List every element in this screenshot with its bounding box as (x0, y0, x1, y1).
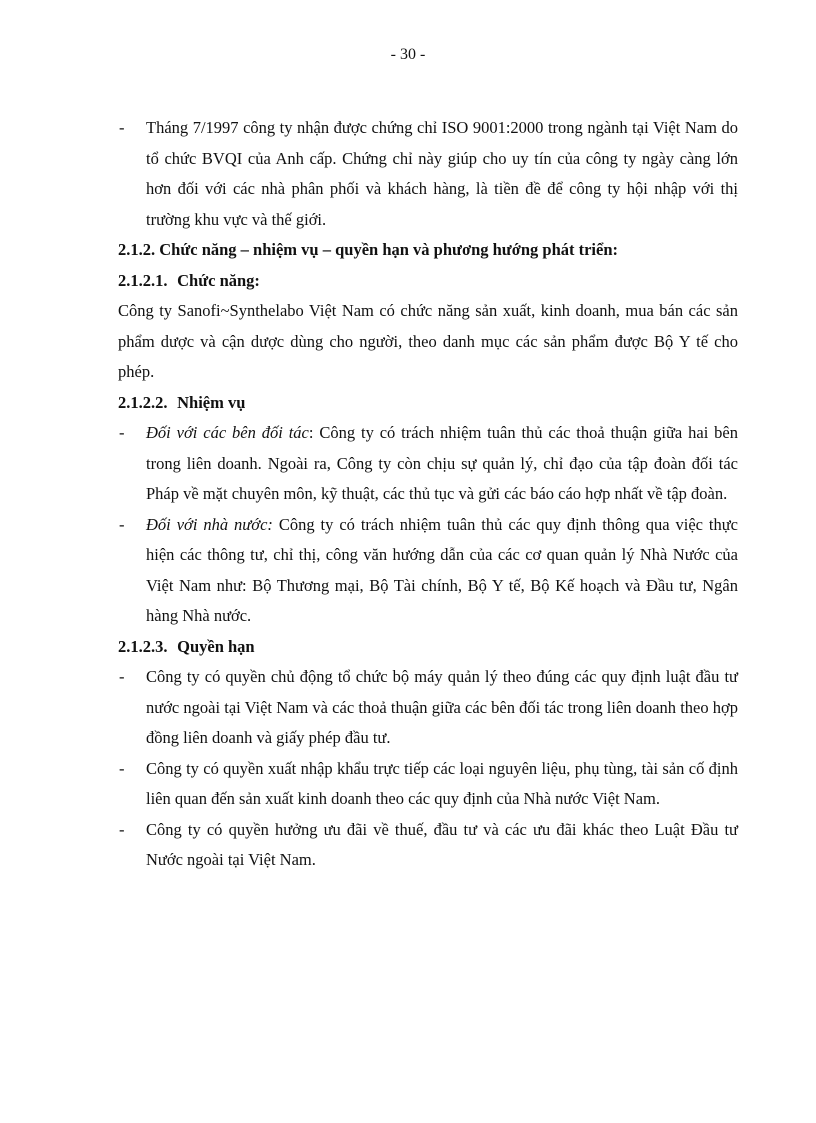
section-heading-2-1-2-3 (118, 632, 738, 663)
page-number: - 30 - (390, 46, 426, 63)
bullet-dash: - (119, 667, 125, 686)
section-number: 2.1.2.1. (118, 270, 168, 290)
page-content (118, 113, 738, 876)
duty-lead: Đối với các bên đối tác (146, 423, 309, 442)
bullet-dash: - (119, 758, 125, 778)
intro-bullet-text: Tháng 7/1997 công ty nhận được chứng chỉ ISO 9001:2000 trong ngành tại Việt Nam do tổ chức BVQI của Anh cấp. Chứng chỉ này giúp cho uy tín của công ty ngày càng lớn hơn đối với các nhà phân phối và khách hàng, là tiền đề để công ty hội nhập với thị trường khu vực và thế giới. (146, 118, 738, 229)
rights-text: Công ty có quyền hưởng ưu đãi về thuế, đầu tư và các ưu đãi khác theo Luật Đầu tư Nước ngoài tại Việt Nam. (146, 819, 738, 869)
bullet-dash: - (119, 423, 125, 442)
rights-bullet-incentives (118, 815, 738, 876)
section-title: Quyền hạn (177, 636, 255, 656)
bullet-dash: - (119, 514, 125, 534)
intro-bullet (118, 113, 738, 235)
rights-bullet-organization (118, 662, 738, 754)
duty-text: Công ty có trách nhiệm tuân thủ các quy định thông qua việc thực hiện các thông tư, chỉ thị, công văn hướng dẫn của các cơ quan quản lý Nhà Nước của Việt Nam như: Bộ Thương mại, Bộ Tài chính, Bộ Y tế, Bộ Kế hoạch và Đầu tư, Ngân hàng Nhà nước. (146, 514, 739, 625)
section-title: Chức năng: (177, 270, 260, 290)
duty-bullet-state (118, 510, 738, 632)
bullet-dash: - (119, 118, 125, 137)
section-number: 2.1.2.3. (118, 636, 168, 656)
section-title: Nhiệm vụ (177, 392, 246, 412)
section-heading-2-1-2 (118, 235, 738, 266)
duty-bullet-partners (118, 418, 738, 510)
duty-text: : Công ty có trách nhiệm tuân thủ các thoả thuận giữa hai bên trong liên doanh. Ngoài ra, Công ty còn chịu sự quản lý, chỉ đạo của tập đoàn đối tác Pháp về mặt chuyên môn, kỹ thuật, các thủ tục và gửi các báo cáo hợp nhất về tập đoàn. (146, 423, 738, 503)
section-number: 2.1.2.2. (118, 392, 168, 412)
rights-text: Công ty có quyền chủ động tổ chức bộ máy quản lý theo đúng các quy định luật đầu tư nước ngoài tại Việt Nam và các thoả thuận giữa các bên đối tác trong liên doanh theo hợp đồng liên doanh và giấy phép đầu tư. (146, 667, 738, 747)
function-paragraph: Công ty Sanofi~Synthelabo Việt Nam có chức năng sản xuất, kinh doanh, mua bán các sản phẩm dược và cận dược dùng cho người, theo danh mục các sản phẩm được Bộ Y tế cho phép. (118, 301, 738, 381)
section-heading-2-1-2-2 (118, 388, 738, 419)
rights-bullet-import-export (118, 754, 738, 815)
rights-text: Công ty có quyền xuất nhập khẩu trực tiếp các loại nguyên liệu, phụ tùng, tài sản cố định liên quan đến sản xuất kinh doanh theo các quy định của Nhà nước Việt Nam. (146, 758, 738, 808)
section-title: Chức năng – nhiệm vụ – quyền hạn và phương hướng phát triển: (159, 240, 619, 259)
bullet-dash: - (119, 819, 125, 839)
duty-lead: Đối với nhà nước: (146, 514, 273, 534)
section-number: 2.1.2. (118, 240, 156, 259)
section-heading-2-1-2-1 (118, 266, 738, 297)
